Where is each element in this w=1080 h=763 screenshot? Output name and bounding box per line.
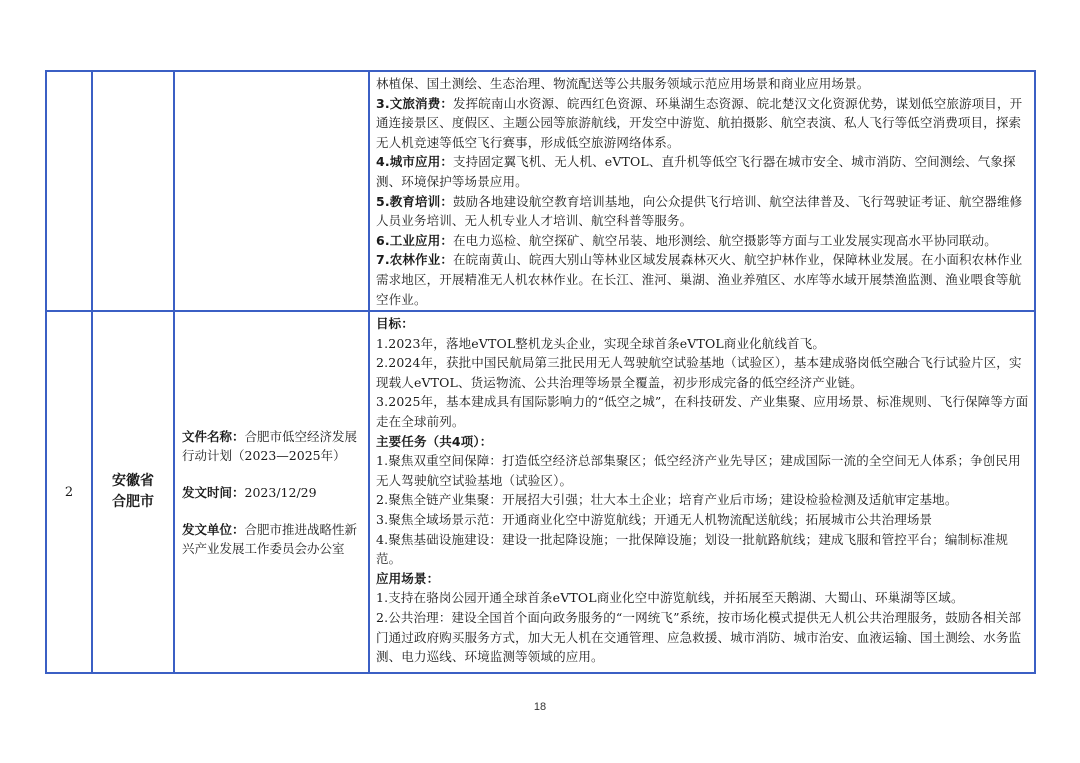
file-name [182,427,362,465]
row-number-cell [46,71,92,311]
item-text: 在电力巡检、航空探矿、航空吊装、地形测绘、航空摄影等方面与工业发展实现高水平协同联动。 [453,232,997,248]
task-item: 4.聚焦基础设施建设：建设一批起降设施；一批保障设施；划设一批航路航线；建成飞服和管控平台；编制标准规范。 [376,531,1009,567]
issue-date [182,483,362,502]
scene-item: 2.公共治理：建设全国首个面向政务服务的“一网统飞”系统，按市场化模式提供无人机公共治理服务，鼓励各相关部门通过政府购买服务方式，加大无人机在交通管理、应急救援、城市消防、城市治安、血液运输、国土测绘、水务监测、电力巡线、环境监测等领域的应用。 [376,609,1022,665]
issuing-unit [182,520,362,558]
date-label: 发文时间： [182,484,245,500]
file-info-cell [174,71,369,311]
item-label: 4.城市应用： [376,154,453,170]
content-cell [369,311,1035,673]
file-name-value: 合肥市低空经济发展行动计划（2023—2025年） [182,428,358,463]
item-label: 6.工业应用： [376,232,453,248]
page-number: 18 [533,701,547,713]
goals-heading: 目标： [376,316,414,331]
item-text: 在皖南黄山、皖西大别山等林业区域发展森林灭火、航空护林作业，保障林业发展。在小面积农林作业需求地区，开展精准无人机农林作业。在长江、淮河、巢湖、渔业养殖区、水库等水域开展禁渔监测、渔业喂食等航空作业。 [376,252,1023,307]
content-cell [369,71,1035,311]
unit-value: 合肥市推进战略性新兴产业发展工作委员会办公室 [182,521,358,556]
task-item: 3.聚焦全域场景示范：开通商业化空中游览航线；开通无人机物流配送航线；拓展城市公共治理场景 [376,511,933,527]
content-paragraph [376,94,1030,153]
scene-item: 1.支持在骆岗公园开通全球首条eVTOL商业化空中游览航线，并拓展至天鹅湖、大蜀山、环巢湖等区域。 [376,590,964,606]
tasks-heading: 主要任务（共4项）： [376,433,493,449]
item-label: 5.教育培训： [376,193,453,209]
policy-table [45,70,1036,674]
task-item: 2.聚焦全链产业集聚：开展招大引强；壮大本土企业；培育产业后市场；建设检验检测及适航审定基地。 [376,492,958,508]
item-text: 鼓励各地建设航空教育培训基地，向公众提供飞行培训、航空法律普及、飞行驾驶证考证、航空器维修人员业务培训、无人机专业人才培训、航空科普等服务。 [376,193,1023,229]
file-name-label: 文件名称： [182,428,245,444]
item-text: 支持固定翼飞机、无人机、eVTOL、直升机等低空飞行器在城市安全、城市消防、空间测绘、气象探测、环境保护等场景应用。 [376,154,1016,189]
item-label: 3.文旅消费： [376,95,453,111]
goal-item: 3.2025年，基本建成具有国际影响力的“低空之城”，在科技研发、产业集聚、应用场景、标准规则、飞行保障等方面走在全球前列。 [376,394,1029,429]
date-value: 2023/12/29 [244,484,317,500]
table-row [46,311,1035,673]
row-number-cell: 2 [46,311,92,673]
task-item: 1.聚焦双重空间保障：打造低空经济总部集聚区；低空经济产业先导区；建成国际一流的全空间无人体系；争创民用无人驾驶航空试验基地（试验区）。 [376,453,1021,488]
goal-item: 2.2024年，获批中国民航局第三批民用无人驾驶航空试验基地（试验区），基本建成骆岗低空融合飞行试验片区，实现载人eVTOL、货运物流、公共治理等场景全覆盖，初步形成完备的低空经济产业链。 [376,355,1022,390]
item-text: 发挥皖南山水资源、皖西红色资源、环巢湖生态资源、皖北楚汉文化资源优势，谋划低空旅游项目，开通连接景区、度假区、主题公园等旅游航线，开发空中游览、航拍摄影、航空表演、私人飞行等低空消费项目，探索无人机竞速等低空飞行赛事，形成低空旅游网络体系。 [376,95,1023,150]
region-cell [92,71,174,311]
city-name: 合肥市 [112,494,154,510]
content-paragraph [376,152,1030,191]
content-paragraph [376,192,1030,231]
goal-item: 1.2023年，落地eVTOL整机龙头企业，实现全球首条eVTOL商业化航线首飞。 [376,335,826,351]
file-info-cell [174,311,369,673]
item-label: 7.农林作业： [376,252,453,268]
content-paragraph [376,250,1030,309]
content-paragraph: 林植保、国土测绘、生态治理、物流配送等公共服务领域示范应用场景和商业应用场景。 [376,76,870,91]
province-name: 安徽省 [112,473,154,489]
scenes-heading: 应用场景： [376,570,440,586]
table-row [46,71,1035,311]
region-cell [92,311,174,673]
content-paragraph [376,231,1030,251]
unit-label: 发文单位： [182,521,245,537]
